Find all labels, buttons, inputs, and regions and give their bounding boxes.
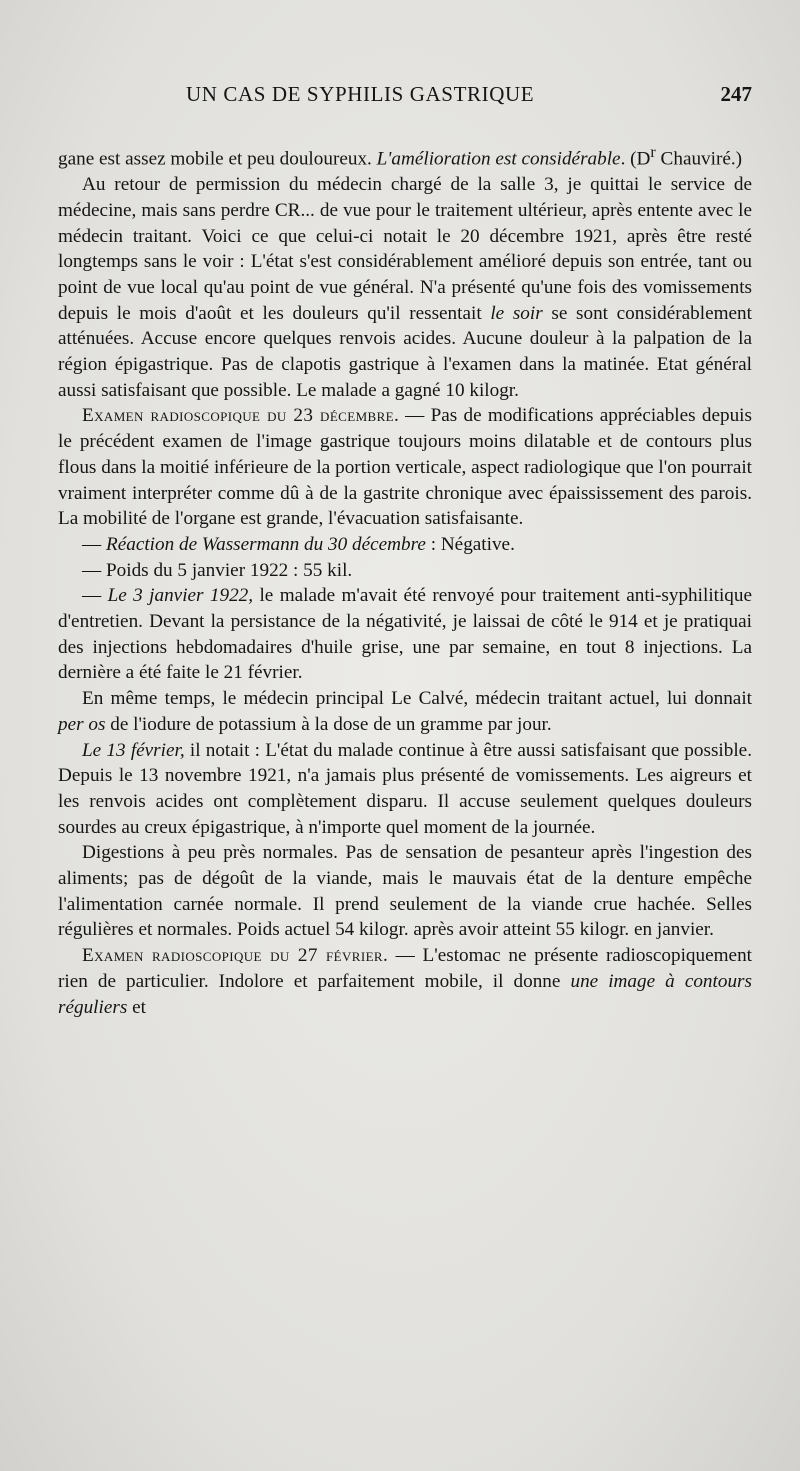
italic-text: Le 3 janvier 1922, (107, 585, 254, 607)
text-run: — (82, 585, 108, 607)
text-run: Au retour de permission du médecin chargé de la salle 3, je quittai le service de médecine, mais sans perdre CR... de vue pour le traitement ultérieur, après entente avec le médecin traitant. Voici ce que celui-ci notait le 20 décembre 1921, après être resté longtemps sans le voir : L'état s'est considérablement amélioré depuis son entrée, tant ou point de vue local qu'au point de vue général. N'a présenté qu'une fois des vomissements depuis le mois d'août et les douleurs qu'il ressentait (58, 174, 752, 324)
section-heading: Examen radioscopique du 27 février (82, 945, 383, 967)
text-run: Digestions à peu près normales. Pas de sensation de pesanteur après l'ingestion des aliments; pas de dégoût de la viande, mais le mauvais état de la denture empêche l'alimentation carnée normale. Il prend seulement de la viande crue hachée. Selles régulières et normales. Poids actuel 54 kilogr. après avoir atteint 55 kilogr. en janvier. (58, 842, 752, 941)
paragraph-wassermann (58, 532, 752, 558)
italic-text: Le 13 février, (82, 739, 185, 761)
paragraph-3-janvier (58, 583, 752, 686)
section-heading: Examen radioscopique du 23 décembre (82, 405, 395, 427)
paragraph-13-fevrier (58, 738, 752, 841)
text-run: . (D (620, 148, 651, 170)
text-run: Chauviré.) (655, 148, 743, 170)
paragraph-examen-23-decembre (58, 403, 752, 532)
text-run: se sont considérablement atténuées. Accuse encore quelques renvois acides. Aucune douleur à la palpation de la région épigastrique. Pas de clapotis gastrique à l'examen dans la matinée. Etat général aussi satisfaisant que possible. Le malade a gagné 10 kilogr. (58, 302, 752, 401)
text-run: le malade m'avait été renvoyé pour traitement anti-syphilitique d'entretien. Devant la persistance de la négativité, je laissai de côté le 914 et je pratiquai des injections hebdomadaires d'huile grise, une par semaine, en tout 8 injections. La dernière a été faite le 21 février. (58, 585, 753, 684)
running-head (58, 82, 752, 116)
paragraph-continuation (58, 140, 752, 172)
text-run: — (82, 533, 106, 555)
paragraph-retour (58, 172, 752, 403)
italic-text: une image à contours réguliers (58, 970, 752, 1018)
italic-text: Réaction de Wassermann du 30 décembre (105, 533, 426, 555)
text-run: . — L'estomac ne présente radioscopiquement rien de particulier. Indolore et parfaitement mobile, il donne (58, 945, 752, 992)
paragraph-poids (58, 558, 752, 584)
paragraph-digestions (58, 840, 752, 943)
text-run: En même temps, le médecin principal Le Calvé, médecin traitant actuel, lui donnait (82, 688, 752, 710)
paragraph-meme-temps (58, 686, 752, 737)
text-run: et (127, 996, 146, 1018)
running-title: UN CAS DE SYPHILIS GASTRIQUE (186, 82, 535, 106)
text-run: il notait : L'état du malade continue à être aussi satisfaisant que possible. Depuis le 13 novembre 1921, n'a jamais plus présenté de vomissements. Les aigreurs et les renvois acides ont complètement disparu. Il accuse seulement quelques douleurs sourdes au creux épigastrique, à n'importe quel moment de la journée. (58, 739, 752, 838)
text-run: de l'iodure de potassium à la dose de un gramme par jour. (105, 713, 552, 735)
page-number: 247 (720, 82, 752, 106)
italic-text: per os (58, 713, 106, 735)
superscript: r (650, 144, 656, 161)
paragraph-examen-27-fevrier (58, 943, 752, 1020)
text-run: — Poids du 5 janvier 1922 : 55 kil. (82, 559, 353, 581)
text-run: . — Pas de modifications appréciables depuis le précédent examen de l'image gastrique toujours moins dilatable et de contours plus flous dans la moitié inférieure de la portion verticale, aspect radiologique que l'on pourrait vraiment interpréter comme dû à de la gastrite chronique avec épaississement des parois. La mobilité de l'organe est grande, l'évacuation satisfaisante. (58, 405, 752, 530)
italic-text: L'amélioration est considérable (376, 148, 621, 170)
italic-text: le soir (490, 302, 543, 324)
text-run: gane est assez mobile et peu douloureux. (58, 148, 377, 170)
text-run: : Négative. (425, 533, 515, 555)
body-text (58, 140, 752, 1020)
